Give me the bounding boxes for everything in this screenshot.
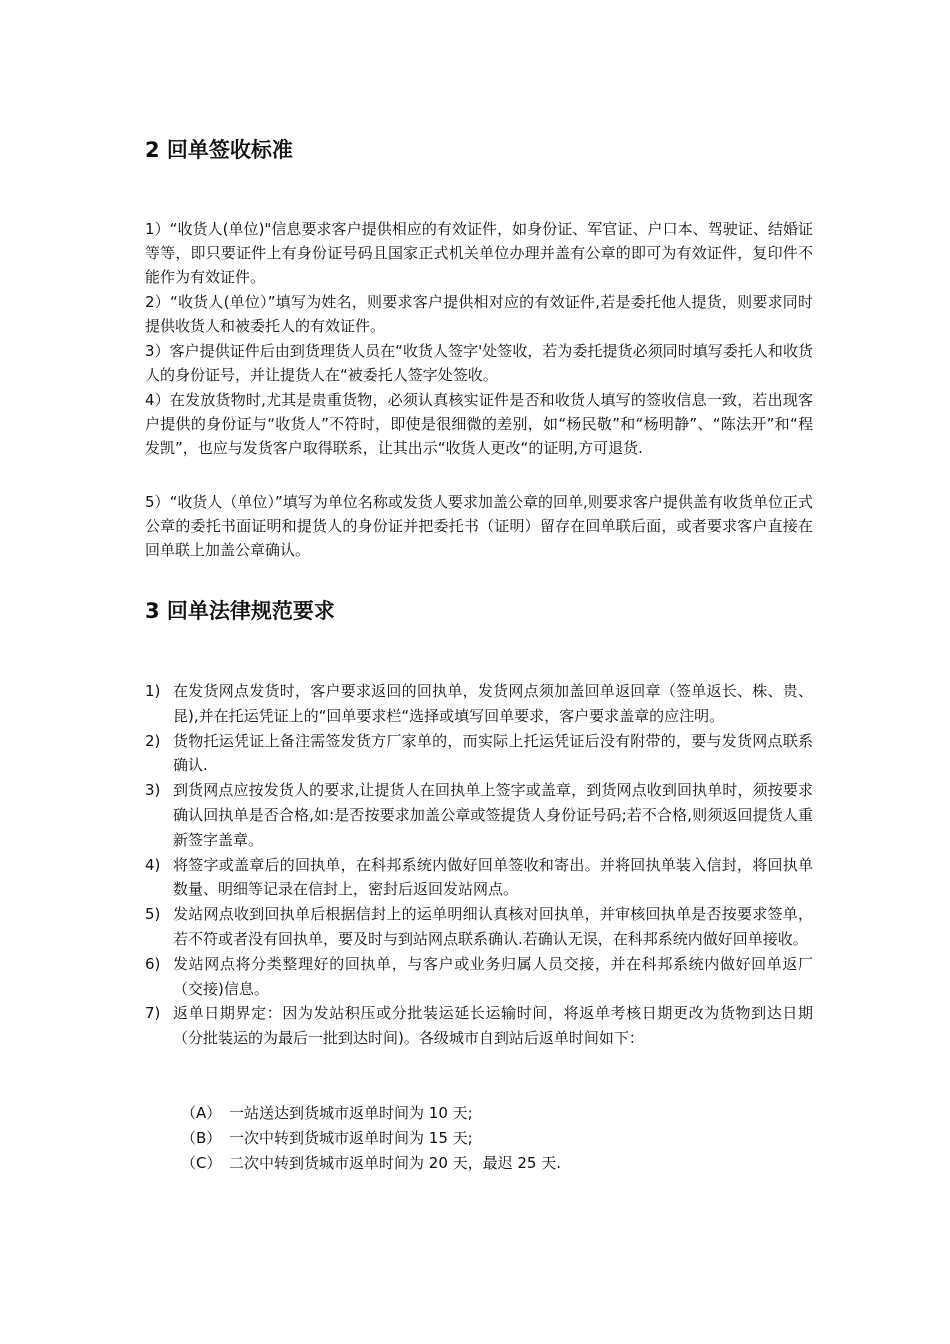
list-item [145,902,813,952]
section-heading-receipt-standard: 2 回单签收标准 [145,138,293,162]
list-item-number: 2) [145,731,161,750]
return-time-subitem-a [181,1101,473,1126]
standard-paragraph-1: 1）“收货人(单位)"信息要求客户提供相应的有效证件，如身份证、军官证、户口本、驾驶证、结婚证等等，即只要证件上有身份证号码且国家正式机关单位办理并盖有公章的即可为有效证件，复印件不能作为有效证件。 [145,220,813,287]
list-item [145,729,813,779]
list-item-number: 6) [145,954,161,973]
legal-requirements-list [145,679,813,1051]
list-item-number: 7) [145,1004,161,1023]
return-time-subitem-c [181,1151,561,1176]
standard-paragraph-4: 4）在发放货物时,尤其是贵重货物，必须认真核实证件是否和收货人填写的签收信息一致，若出现客户提供的身份证与“收货人”不符时，即使是很细微的差别，如“杨民敬”和“杨明静”、“陈法开”和“程发凯”，也应与发货客户取得联系，让其出示“收货人更改“的证明,方可退货. [145,391,813,458]
subitem-text: 二次中转到货城市返单时间为 20 天，最迟 25 天. [229,1154,562,1172]
list-item-text: 发站网点将分类整理好的回执单，与客户或业务归属人员交接，并在科邦系统内做好回单返厂（交接)信息。 [173,954,813,998]
list-item-text: 发站网点收到回执单后根据信封上的运单明细认真核对回执单，并审核回执单是否按要求签单，若不符或者没有回执单，要及时与到站网点联系确认.若确认无误，在科邦系统内做好回单接收。 [173,905,813,948]
subitem-label: （B） [181,1129,222,1147]
list-item-number: 1) [145,682,161,700]
list-item [145,853,813,903]
subitem-label: （A） [181,1104,222,1122]
list-item [145,778,813,852]
list-item-text: 返单日期界定：因为发站积压或分批装运延长运输时间，将返单考核日期更改为货物到达日期（分批装运的为最后一批到达时间)。各级城市自到站后返单时间如下： [173,1004,813,1048]
list-item-text: 到货网点应按发货人的要求,让提货人在回执单上签字或盖章，到货网点收到回执单时，须按要求确认回执单是否合格,如:是否按要求加盖公章或签提货人身份证号码;若不合格,则须返回提货人重新签字盖章。 [173,781,813,849]
subitem-label: （C） [181,1154,222,1172]
list-item-text: 货物托运凭证上备注需签发货方厂家单的，而实际上托运凭证后没有附带的，要与发货网点联系确认. [173,731,813,775]
subitem-text: 一次中转到货城市返单时间为 15 天; [229,1129,473,1147]
standard-paragraph-2: 2）“收货人(单位）”填写为姓名，则要求客户提供相对应的有效证件,若是委托他人提货，则要求同时提供收货人和被委托人的有效证件。 [145,293,813,336]
list-item-text: 在发货网点发货时，客户要求返回的回执单，发货网点须加盖回单返回章（签单返长、株、贵、昆),并在托运凭证上的“回单要求栏“选择或填写回单要求，客户要求盖章的应注明。 [173,682,813,725]
list-item-text: 将签字或盖章后的回执单，在科邦系统内做好回单签收和寄出。并将回执单装入信封，将回执单数量、明细等记录在信封上，密封后返回发站网点。 [173,855,813,899]
standard-paragraph-3: 3）客户提供证件后由到货理货人员在“收货人签字'处签收，若为委托提货必须同时填写委托人和收货人的身份证号，并让提货人在“被委托人签字处签收。 [145,342,813,385]
list-item-number: 4) [145,855,161,874]
standard-paragraph-5: 5）“收货人（单位）”填写为单位名称或发货人要求加盖公章的回单,则要求客户提供盖有收货单位正式公章的委托书面证明和提货人的身份证并把委托书（证明）留存在回单联后面，或者要求客户直接在回单联上加盖公章确认。 [145,493,813,560]
subitem-text: 一站送达到货城市返单时间为 10 天; [229,1104,473,1122]
list-item [145,952,813,1002]
return-time-subitem-b [181,1126,473,1151]
list-item-number: 5) [145,905,161,924]
section-heading-legal-requirements: 3 回单法律规范要求 [145,599,335,623]
list-item [145,679,813,729]
list-item-number: 3) [145,781,161,800]
list-item [145,1001,813,1051]
